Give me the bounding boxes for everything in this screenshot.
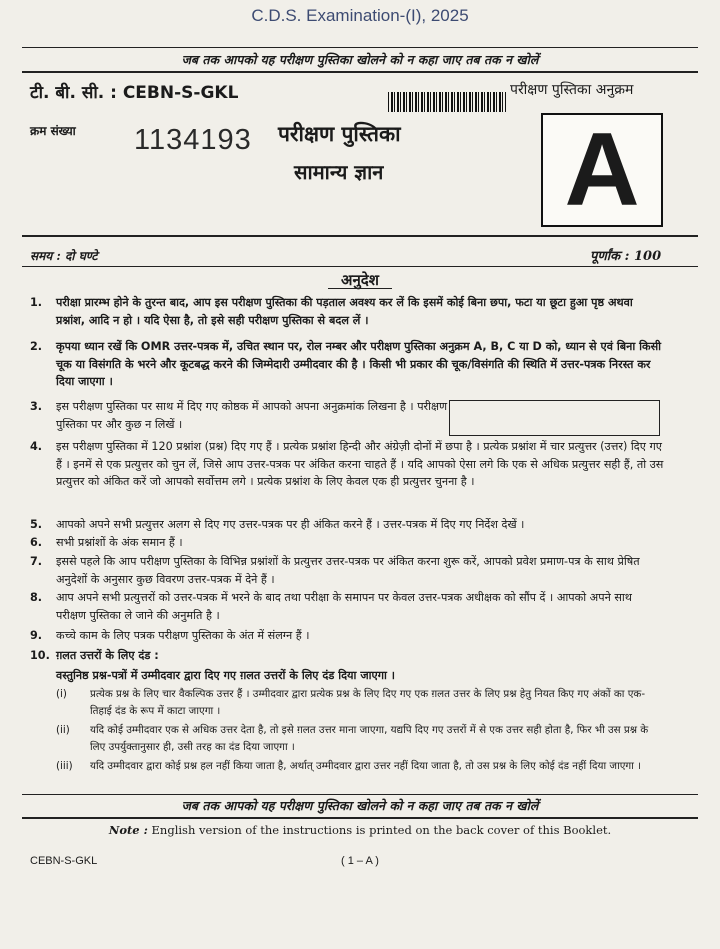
penalty-number: (iii) (56, 760, 73, 772)
instruction-item (30, 553, 664, 588)
item-text: आप अपने सभी प्रत्युत्तरों को उत्तर-पत्रक में भरने के बाद तथा परीक्षा के समापन पर केवल उत्तर-पत्रक अधीक्षक को सौंप दें । आपको अपने साथ परीक्षण पुस्तिका ले जाने की अनुमति है । (56, 591, 632, 622)
instruction-item (30, 627, 664, 645)
item-number: 2. (30, 340, 43, 353)
penalty-text: यदि उम्मीदवार द्वारा कोई प्रश्न हल नहीं किया जाता है, अर्थात् उम्मीदवार द्वारा उत्तर नहीं दिया जाता है, तो उस प्रश्न के लिए कोई दंड नहीं दिया जाएगा । (90, 760, 642, 772)
item-number: 5. (30, 518, 43, 531)
serial-number: 1134193 (134, 124, 252, 156)
note-label: Note : (108, 823, 148, 837)
item-text: इस परीक्षण पुस्तिका में 120 प्रश्नांश (प्रश्न) दिए गए हैं । प्रत्येक प्रश्नांश हिन्दी और अंग्रेज़ी दोनों में छपा है । प्रत्येक प्रश्नांश में चार प्रत्युत्तर (उत्तर) दिए गए हैं । इनमें से एक प्रत्युत्तर को चुन लें, जिसे आप उत्तर-पत्रक पर अंकित करना चाहते हैं । यदि आपको ऐसा लगे कि एक से अधिक प्रत्युत्तर सही हैं, तो उस प्रत्युत्तर को अंकित करें जो आपको सर्वोत्तम लगे । प्रत्येक प्रश्नांश के लिए केवल एक ही प्रत्युत्तर चुनना है । (56, 440, 664, 488)
item-number: 9. (30, 629, 43, 642)
penalty-item (56, 686, 666, 720)
mid-rule (22, 235, 698, 237)
english-note (0, 823, 720, 837)
penalty-intro: वस्तुनिष्ठ प्रश्न-पत्रों में उम्मीदवार द्वारा दिए गए ग़लत उत्तरों के लिए दंड दिया जाएगा । (56, 669, 396, 682)
note-text: English version of the instructions is printed on the back cover of this Booklet. (151, 823, 612, 837)
bottom-rule (22, 794, 698, 795)
item-number: 3. (30, 400, 43, 413)
heading-underline (328, 288, 392, 289)
item-text: परीक्षा प्रारम्भ होने के तुरन्त बाद, आप इस परीक्षण पुस्तिका की पड़ताल अवश्य कर लें कि इसमें कोई बिना छपा, फटा या छूटा हुआ पृष्ठ अथवा प्रश्नांश, आदि न हो । यदि ऐसा है, तो इसे सही परीक्षण पुस्तिका से बदल लें । (56, 296, 633, 327)
item-number: 4. (30, 440, 43, 453)
test-booklet-code: टी. बी. सी. : CEBN-S-GKL (30, 83, 239, 103)
bottom-warning: जब तक आपको यह परीक्षण पुस्तिका खोलने को न कहा जाए तब तक न खोलें (181, 798, 539, 813)
item-number: 6. (30, 536, 43, 549)
instruction-item (30, 398, 450, 433)
item-text: इससे पहले कि आप परीक्षण पुस्तिका के विभिन्न प्रश्नांशों के प्रत्युत्तर उत्तर-पत्रक पर अंकित करना शुरू करें, आपको प्रवेश प्रमाण-पत्र के साथ प्रेषित अनुदेशों के अनुसार कुछ विवरण उत्तर-पत्रक में देने हैं । (56, 555, 640, 586)
instruction-item (30, 338, 664, 391)
series-letter-box (541, 113, 663, 227)
instruction-item (30, 294, 664, 329)
item-number: 1. (30, 296, 43, 309)
max-marks: पूर्णांक : 100 (590, 249, 662, 264)
booklet-title: परीक्षण पुस्तिका (278, 122, 401, 146)
time-label: समय : दो घण्टे (30, 249, 98, 263)
exam-title: C.D.S. Examination-(I), 2025 (251, 6, 469, 25)
item-text: इस परीक्षण पुस्तिका पर साथ में दिए गए कोष्ठक में आपको अपना अनुक्रमांक लिखना है । परीक्षण पुस्तिका पर और कुछ न लिखें । (56, 400, 448, 431)
subject-title: सामान्य ज्ञान (294, 160, 384, 184)
mid-rule-2 (22, 266, 698, 267)
top-rule-2 (22, 71, 698, 73)
item-number: 10. (30, 649, 50, 662)
top-rule (22, 47, 698, 48)
item-text: आपको अपने सभी प्रत्युत्तर अलग से दिए गए उत्तर-पत्रक पर ही अंकित करने हैं । उत्तर-पत्रक में दिए गए निर्देश देखें । (56, 518, 525, 531)
penalty-text: यदि कोई उम्मीदवार एक से अधिक उत्तर देता है, तो इसे ग़लत उत्तर माना जाएगा, यद्यपि दिए गए उत्तरों में से एक उत्तर सही होता है, फिर भी उस प्रश्न के लिए उपर्युक्तानुसार ही, उसी तरह का दंड दिया जाएगा । (90, 724, 649, 753)
serial-label: क्रम संख्या (30, 124, 76, 138)
penalty-intro-row (30, 667, 664, 685)
item-text: कच्चे काम के लिए पत्रक परीक्षण पुस्तिका के अंत में संलग्न हैं । (56, 629, 310, 642)
series-label: परीक्षण पुस्तिका अनुक्रम (510, 82, 634, 98)
top-warning: जब तक आपको यह परीक्षण पुस्तिका खोलने को न कहा जाए तब तक न खोलें (181, 52, 539, 67)
instruction-item (30, 534, 664, 552)
series-letter: A (564, 112, 640, 228)
penalty-item (56, 722, 666, 756)
roll-number-box[interactable] (449, 400, 660, 436)
instruction-item (30, 438, 664, 491)
instruction-item (30, 589, 664, 624)
instruction-item (30, 516, 664, 534)
item-text: सभी प्रश्नांशों के अंक समान हैं । (56, 536, 183, 549)
page-number: ( 1 – A ) (341, 855, 379, 867)
penalty-number: (i) (56, 688, 67, 700)
penalty-number: (ii) (56, 724, 70, 736)
penalty-text: प्रत्येक प्रश्न के लिए चार वैकल्पिक उत्तर हैं । उम्मीदवार द्वारा प्रत्येक प्रश्न के लिए दिए गए एक ग़लत उत्तर के लिए प्रश्न हेतु नियत किए गए अंकों का एक-तिहाई दंड के रूप में काटा जाएगा । (90, 688, 646, 717)
item-number: 7. (30, 555, 43, 568)
footer-booklet-code: CEBN-S-GKL (30, 855, 98, 867)
bottom-rule-2 (22, 817, 698, 819)
item-number: 8. (30, 591, 43, 604)
instruction-item (30, 647, 664, 665)
instructions-heading: अनुदेश (341, 271, 379, 289)
item-text: ग़लत उत्तरों के लिए दंड : (56, 649, 159, 662)
penalty-item (56, 758, 666, 775)
barcode (388, 92, 506, 112)
item-text: कृपया ध्यान रखें कि OMR उत्तर-पत्रक में, उचित स्थान पर, रोल नम्बर और परीक्षण पुस्तिका अनुक्रम A, B, C या D को, ध्यान से एवं बिना किसी चूक या विसंगति के भरने और कूटबद्ध करने की जिम्मेदारी उम्मीदवार की है । किसी भी प्रकार की चूक/विसंगति की स्थिति में उत्तर-पत्रक निरस्त कर दिया जाएगा । (56, 340, 662, 388)
